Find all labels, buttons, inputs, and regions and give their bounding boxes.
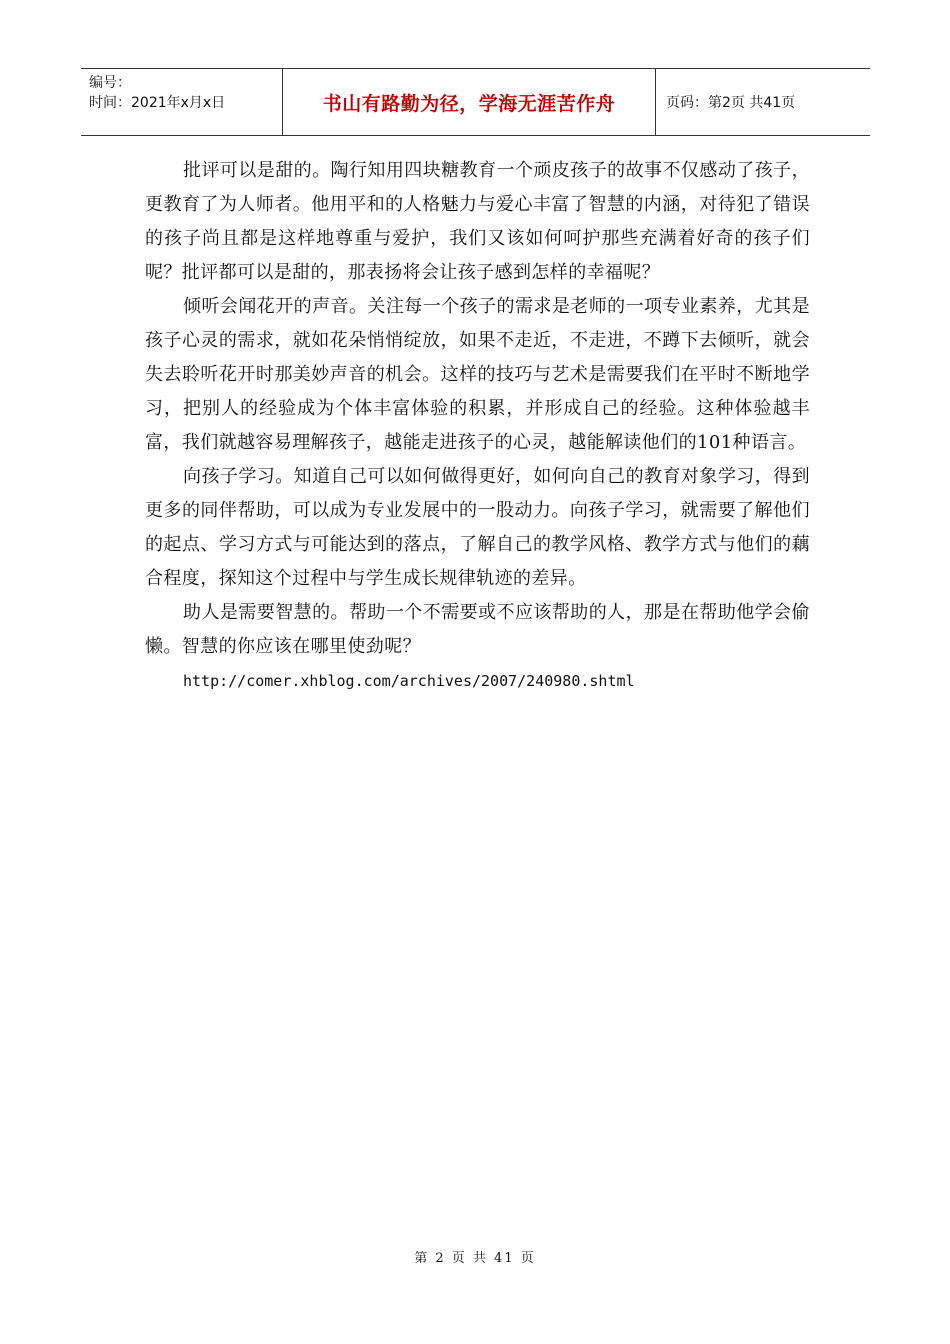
header-table	[81, 68, 870, 136]
number-label: 编号：	[89, 75, 131, 91]
date-label: 时间：2021年x月x日	[89, 95, 226, 111]
header-page-info: 页码：第2页 共41页	[666, 95, 796, 111]
document-body	[145, 154, 810, 698]
paragraph-helping: 助人是需要智慧的。帮助一个不需要或不应该帮助的人，那是在帮助他学会偷懒。智慧的你应该在哪里使劲呢？	[145, 602, 810, 657]
paragraph-listening: 倾听会闻花开的声音。关注每一个孩子的需求是老师的一项专业素养，尤其是孩子心灵的需求，就如花朵悄悄绽放，如果不走近，不走进，不蹲下去倾听，就会失去聆听花开时那美妙声音的机会。这样的技巧与艺术是需要我们在平时不断地学习，把别人的经验成为个体丰富体验的积累，并形成自己的经验。这种体验越丰富，我们就越容易理解孩子，越能走进孩子的心灵，越能解读他们的101种语言。	[145, 296, 810, 453]
page-footer: 第 2 页 共 41 页	[414, 1251, 536, 1266]
source-url[interactable]: http://comer.xhblog.com/archives/2007/240980.shtml	[183, 672, 635, 690]
header-meta	[81, 69, 283, 135]
paragraph-learn-from-children: 向孩子学习。知道自己可以如何做得更好，如何向自己的教育对象学习，得到更多的同伴帮助，可以成为专业发展中的一股动力。向孩子学习，就需要了解他们的起点、学习方式与可能达到的落点，了解自己的教学风格、教学方式与他们的藕合程度，探知这个过程中与学生成长规律轨迹的差异。	[145, 466, 810, 589]
header-motto: 书山有路勤为径，学海无涯苦作舟	[283, 69, 656, 135]
paragraph-criticism: 批评可以是甜的。陶行知用四块糖教育一个顽皮孩子的故事不仅感动了孩子，更教育了为人师者。他用平和的人格魅力与爱心丰富了智慧的内涵，对待犯了错误的孩子尚且都是这样地尊重与爱护，我们又该如何呵护那些充满着好奇的孩子们呢？批评都可以是甜的，那表扬将会让孩子感到怎样的幸福呢？	[145, 160, 810, 283]
